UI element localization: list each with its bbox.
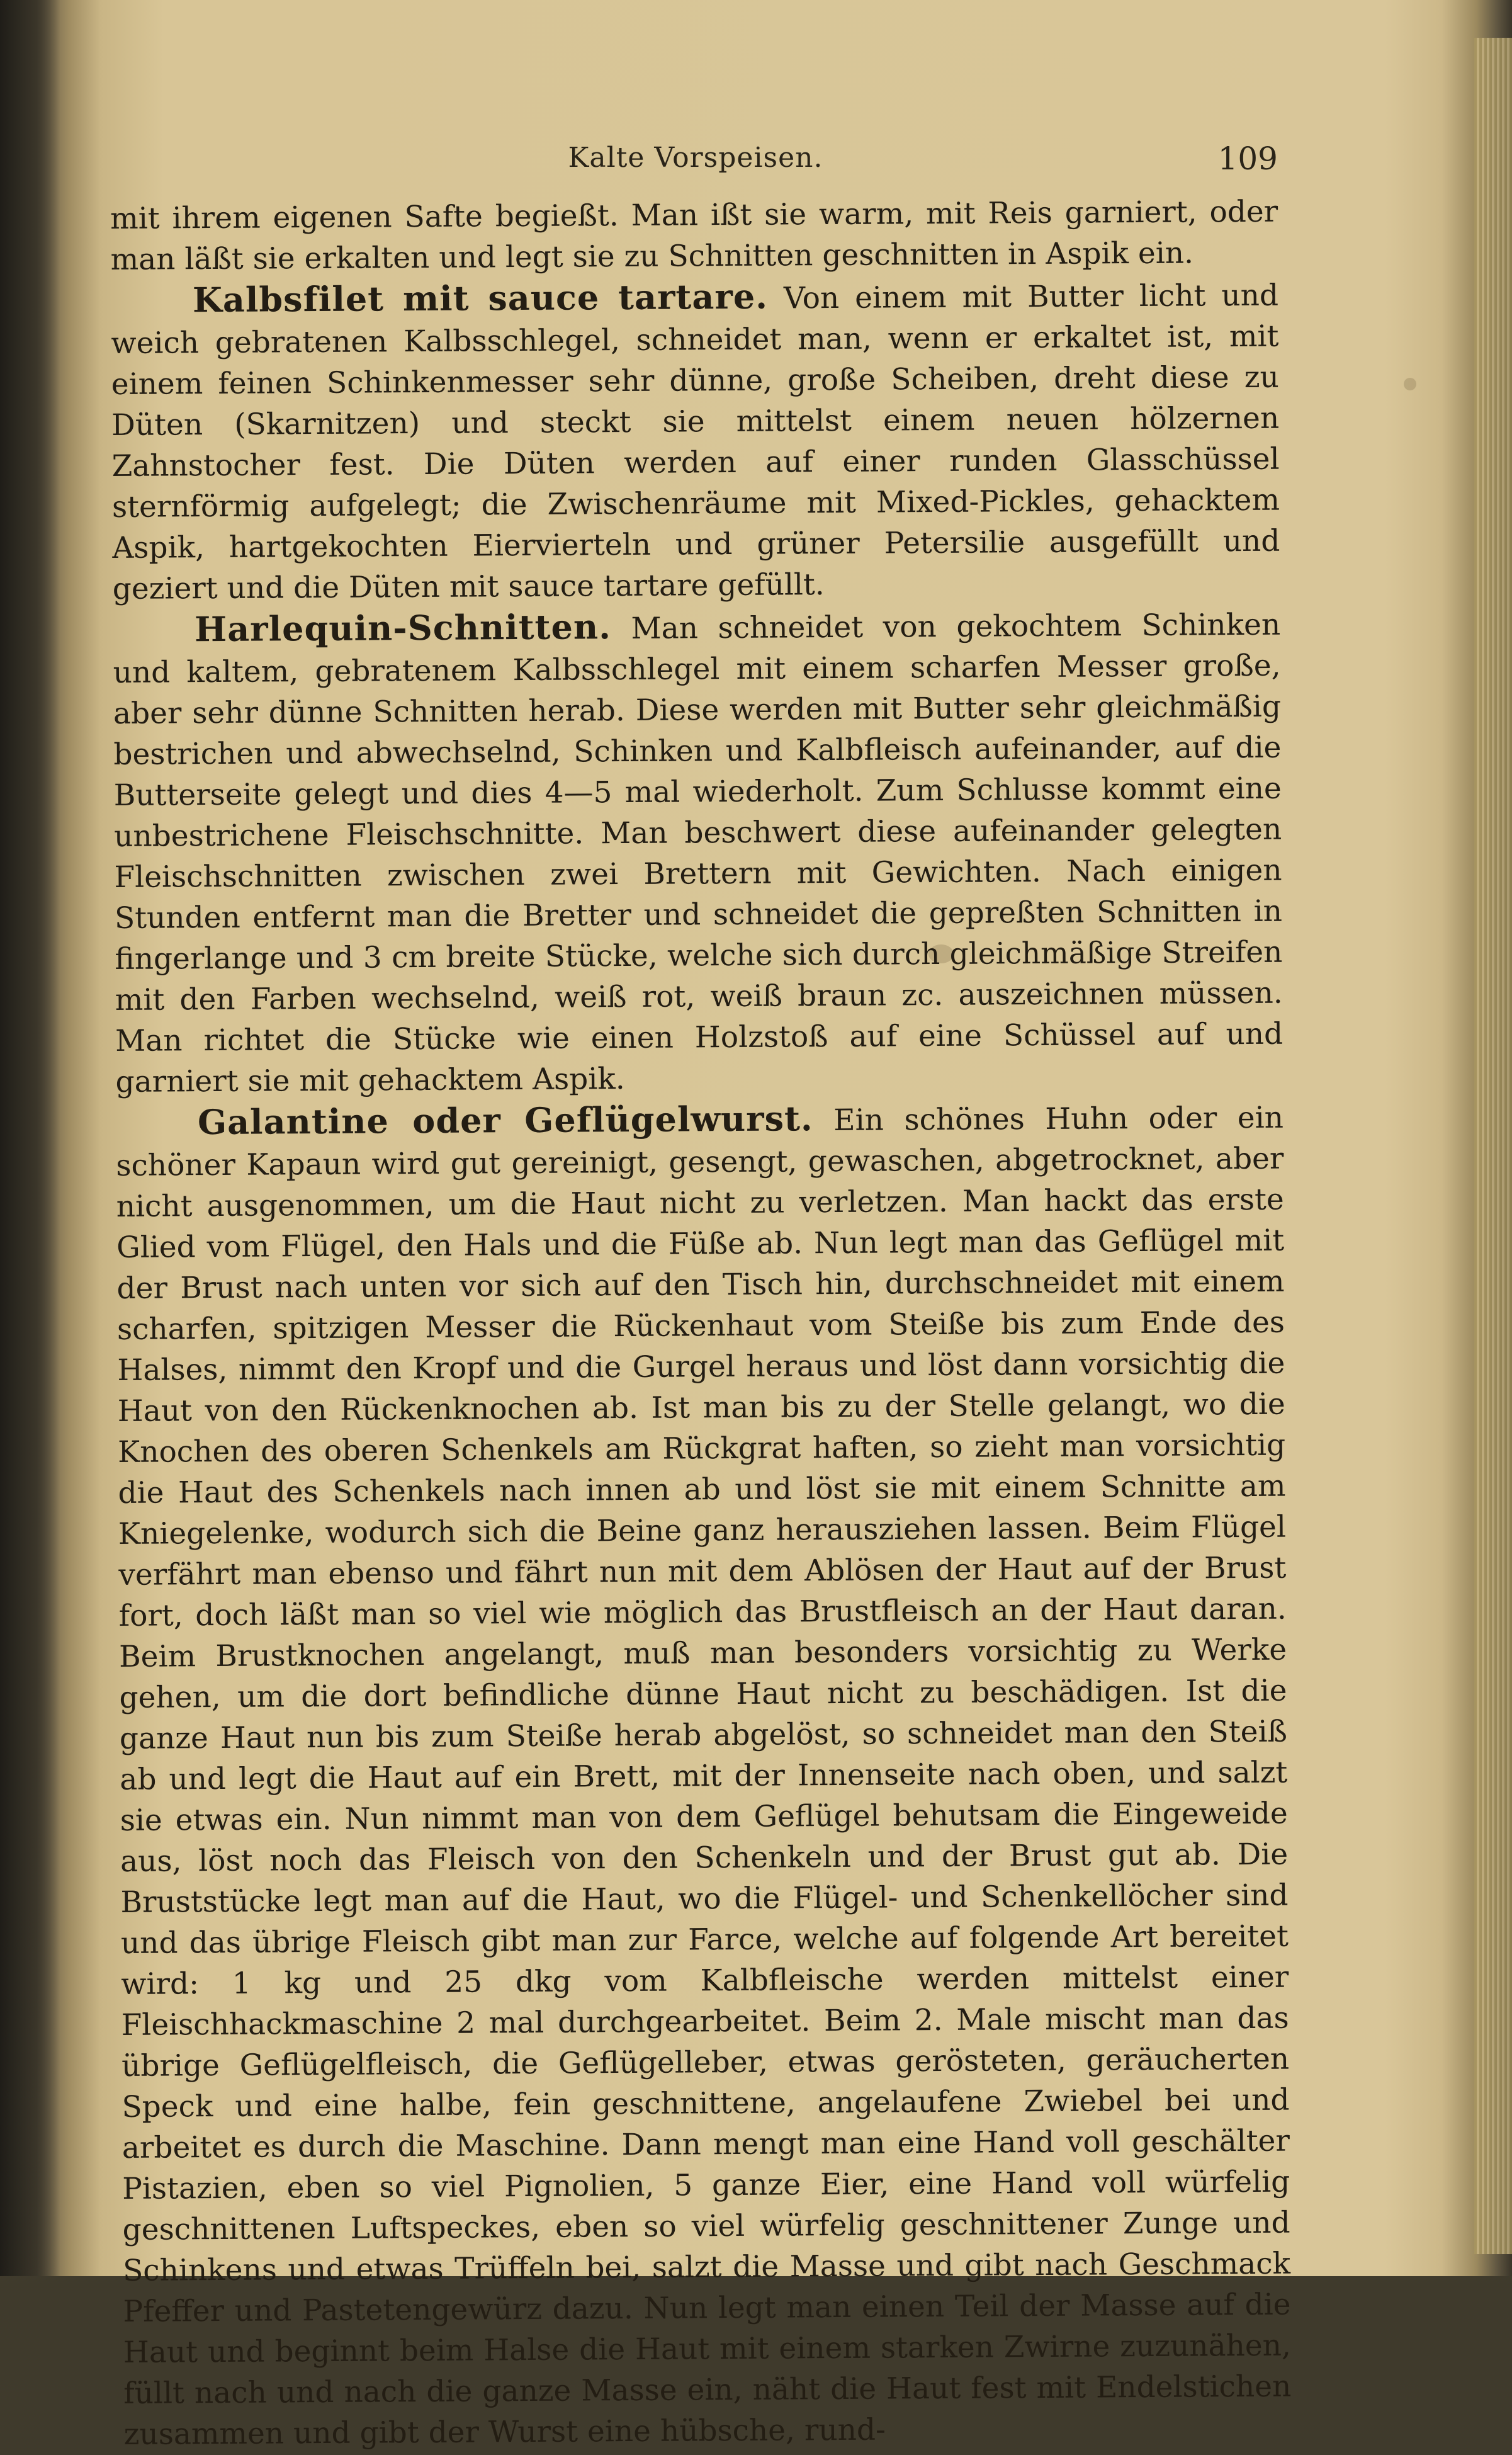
recipe-harlequin [113, 603, 1284, 1103]
recipe-title: Harlequin-Schnitten. [194, 606, 612, 650]
recipe-text: Man schneidet von gekochtem Schinken und kaltem, gebratenem Kalbsschlegel mit einem scharfen Messer große, aber sehr dünne Schnitten herab. Diese werden mit Butter sehr gleichmäßig bestrichen und abwechselnd, Schinken und Kalbfleisch aufeinander, auf die Butterseite gelegt und dies 4—5 mal wiederholt. Zum Schlusse kommt eine unbestrichene Fleischschnitte. Man beschwert diese aufeinander gelegten Fleischschnitten zwischen zwei Brettern mit Gewichten. Nach einigen Stunden entfernt man die Bretter und schneidet die gepreßten Schnitten in fingerlange und 3 cm breite Stücke, welche sich durch gleichmäßige Streifen mit den Farben wechselnd, weiß rot, weiß braun zc. auszeichnen müssen. Man richtet die Stücke wie einen Holzstoß auf eine Schüssel auf und garniert sie mit gehacktem Aspik. [113, 607, 1284, 1099]
recipe-kalbsfilet [111, 273, 1280, 609]
recipe-title: Kalbsfilet mit sauce tartare. [192, 276, 769, 320]
recipe-text: Von einem mit Butter licht und weich gebratenen Kalbsschlegel, schneidet man, wenn er erkaltet ist, mit einem feinen Schinkenmesser sehr dünne, große Scheiben, dreht diese zu Düten (Skarnitzen) und steckt sie mittelst einem neuen hölzernen Zahnstocher fest. Die Düten werden auf einer runden Glasschüssel sternförmig aufgelegt; die Zwischenräume mit Mixed-Pickles, gehacktem Aspik, hartgekochten Eiervierteln und grüner Petersilie ausgefüllt und geziert und die Düten mit sauce tartare gefüllt. [111, 278, 1280, 606]
page-number: 109 [1217, 140, 1278, 177]
body-text [110, 191, 1292, 2455]
page-stack-edge [1474, 38, 1512, 2254]
paper-smudge [1404, 378, 1416, 390]
recipe-galantine [116, 1096, 1292, 2455]
page-header [113, 135, 1278, 192]
recipe-title: Galantine oder Geflügelwurst. [197, 1098, 813, 1143]
paragraph-continuation [110, 191, 1278, 280]
recipe-text: Ein schönes Huhn oder ein schöner Kapaun wird gut gereinigt, gesengt, gewaschen, abgetrocknet, aber nicht ausgenommen, um die Haut nicht zu verletzen. Man hackt das erste Glied vom Flügel, den Hals und die Füße ab. Nun legt man das Geflügel mit der Brust nach unten vor sich auf den Tisch hin, durchschneidet mit einem scharfen, spitzigen Messer die Rückenhaut vom Steiße bis zum Ende des Halses, nimmt den Kropf und die Gurgel heraus und löst dann vorsichtig die Haut von den Rückenknochen ab. Ist man bis zu der Stelle gelangt, wo die Knochen des oberen Schenkels am Rückgrat haften, so zieht man vorsichtig die Haut des Schenkels nach innen ab und löst sie mit einem Schnitte am Kniegelenke, wodurch sich die Beine ganz herausziehen lassen. Beim Flügel verfährt man ebenso und fährt nun mit dem Ablösen der Haut auf der Brust fort, doch läßt man so viel wie möglich das Brustfleisch an der Haut daran. Beim Brustknochen angelangt, muß man besonders vorsichtig zu Werke gehen, um die dort befindliche dünne Haut nicht zu beschädigen. Ist die ganze Haut nun bis zum Steiße herab abgelöst, so schneidet man den Steiß ab und legt die Haut auf ein Brett, mit der Innenseite nach oben, und salzt sie etwas ein. Nun nimmt man von dem Geflügel behutsam die Eingeweide aus, löst noch das Fleisch von den Schenkeln und der Brust gut ab. Die Bruststücke legt man auf die Haut, wo die Flügel- und Schenkellöcher sind und das übrige Fleisch gibt man zur Farce, welche auf folgende Art bereitet wird: 1 kg und 25 dkg vom Kalbfleische werden mittelst einer Fleischhackmaschine 2 mal durchgearbeitet. Beim 2. Male mischt man das übrige Geflügelfleisch, die Geflügelleber, etwas gerösteten, geräucherten Speck und eine halbe, fein geschnittene, angelaufene Zwiebel bei und arbeitet es durch die Maschine. Dann mengt man eine Hand voll geschälter Pistazien, eben so viel Pignolien, 5 ganze Eier, eine Hand voll würfelig geschnittenen Luftspeckes, eben so viel würfelig geschnittener Zunge und Schinkens und etwas Trüffeln bei, salzt die Masse und gibt nach Geschmack Pfeffer und Pastetengewürz dazu. Nun legt man einen Teil der Masse auf die Haut und beginnt beim Halse die Haut mit einem starken Zwirne zuzunähen, füllt nach und nach die ganze Masse ein, näht die Haut fest mit Endelstichen zusammen und gibt der Wurst eine hübsche, rund- [116, 1100, 1292, 2452]
running-head: Kalte Vorspeisen. [568, 142, 823, 174]
paragraph-text: mit ihrem eigenen Safte begießt. Man ißt sie warm, mit Reis garniert, oder man läßt sie erkalten und legt sie zu Schnitten geschnitten in Aspik ein. [110, 194, 1278, 277]
book-binding-shadow [0, 0, 60, 2276]
